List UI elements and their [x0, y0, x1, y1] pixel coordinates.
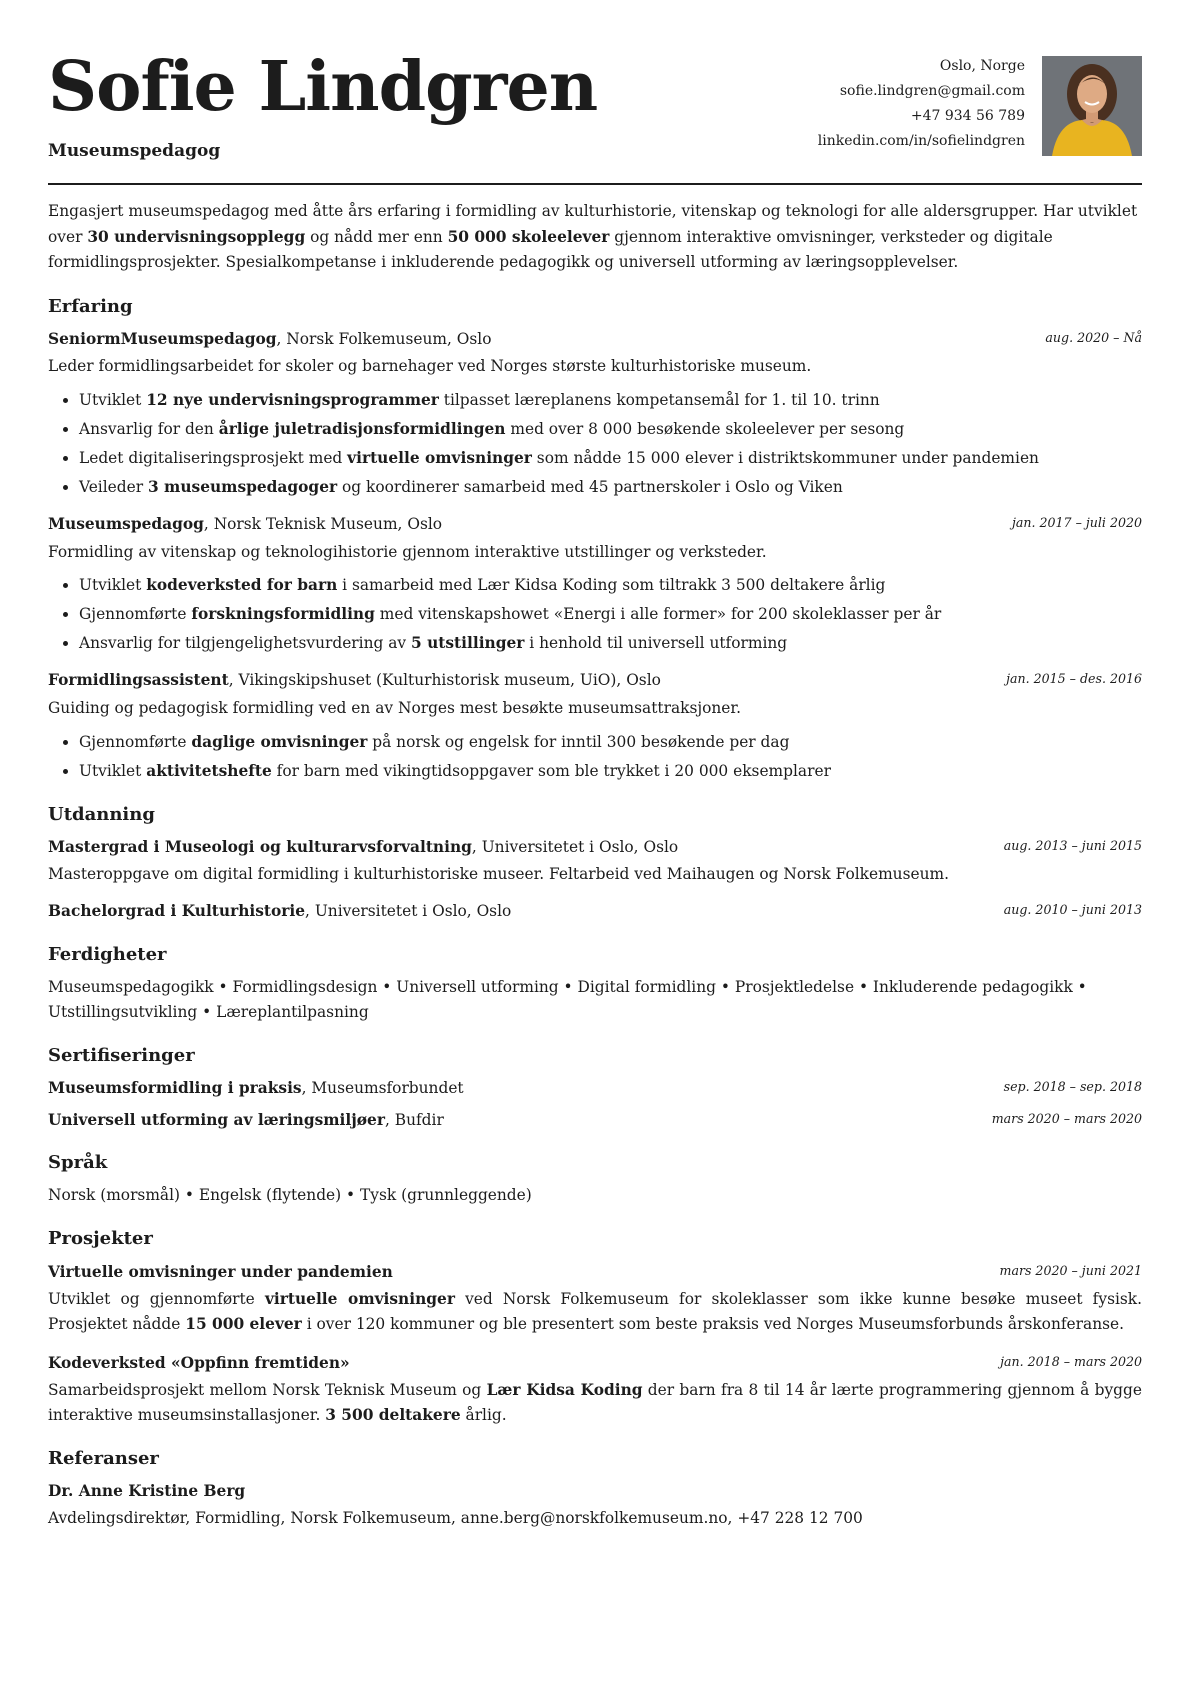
- section-title-experience: Erfaring: [48, 295, 133, 317]
- certification-entry: [48, 1108, 1142, 1133]
- bullet-item: • Utviklet 12 nye undervisningsprogrammer tilpasset læreplanens kompetansemål for 1. til 10. trinn: [79, 388, 1142, 413]
- profile-photo-image: [1042, 56, 1142, 156]
- section-title-certifications: Sertifiseringer: [48, 1044, 195, 1066]
- section-title-projects: Prosjekter: [48, 1228, 153, 1250]
- certifications-section: [48, 1043, 1142, 1132]
- job-date: aug. 2020 – Nå: [1045, 329, 1142, 345]
- job-bullets: [48, 573, 1142, 656]
- project-date: jan. 2018 – mars 2020: [1000, 1353, 1142, 1369]
- project-header: [48, 1260, 1142, 1285]
- contact-linkedin[interactable]: linkedin.com/in/sofielindgren: [817, 133, 1025, 149]
- languages-list: Norsk (morsmål) • Engelsk (flytende) • Tysk (grunnleggende): [48, 1186, 532, 1205]
- job-description: Leder formidlingsarbeidet for skoler og barnehager ved Norges største kulturhistoriske museum.: [48, 357, 812, 376]
- education-section: [48, 802, 1142, 924]
- job-bullets: [48, 388, 1142, 500]
- resume-header: [48, 0, 1142, 185]
- references-section: [48, 1446, 1142, 1531]
- certification-header: [48, 1108, 1142, 1133]
- bullet-item: • Gjennomførte forskningsformidling med vitenskapshowet «Energi i alle former» for 200 skoleklasser per år: [79, 602, 1142, 627]
- education-entry: [48, 899, 1142, 924]
- reference-name: Dr. Anne Kristine Berg: [48, 1481, 246, 1500]
- section-title-skills: Ferdigheter: [48, 943, 167, 965]
- education-date: aug. 2013 – juni 2015: [1003, 837, 1142, 853]
- job-role: Formidlingsassistent: [48, 671, 229, 690]
- contact-phone[interactable]: +47 934 56 789: [910, 108, 1025, 124]
- project-header: [48, 1351, 1142, 1376]
- job-date: jan. 2015 – des. 2016: [1006, 671, 1142, 687]
- job-date: jan. 2017 – juli 2020: [1011, 514, 1142, 530]
- certification-name: Universell utforming av læringsmiljøer: [48, 1110, 385, 1129]
- certification-issuer: , Museumsforbundet: [301, 1079, 464, 1098]
- reference-details: Avdelingsdirektør, Formidling, Norsk Folkemuseum, anne.berg@norskfolkemuseum.no, +47 228 12 700: [48, 1509, 863, 1528]
- project-name: Kodeverksted «Oppfinn fremtiden»: [48, 1353, 350, 1372]
- education-header: [48, 835, 1142, 860]
- languages-section: [48, 1150, 1142, 1208]
- contact-location: Oslo, Norge: [939, 58, 1025, 74]
- job-bullets: [48, 730, 1142, 784]
- candidate-headline: Museumspedagog: [48, 141, 221, 161]
- job-org: , Norsk Folkemuseum, Oslo: [276, 329, 492, 348]
- experience-section: [48, 294, 1142, 784]
- job-entry: [48, 327, 1142, 500]
- job-entry: [48, 512, 1142, 656]
- section-title-references: Referanser: [48, 1447, 159, 1469]
- summary-text: og nådd mer enn: [305, 227, 448, 246]
- projects-section: [48, 1226, 1142, 1427]
- bullet-item: • Veileder 3 museumspedagoger og koordinerer samarbeid med 45 partnerskoler i Oslo og Viken: [79, 475, 1142, 500]
- job-role: SeniormMuseumspedagog: [48, 329, 277, 348]
- project-entry: [48, 1260, 1142, 1337]
- certification-header: [48, 1076, 1142, 1101]
- job-role: Museumspedagog: [48, 514, 204, 533]
- job-header: [48, 327, 1142, 352]
- summary-text: Engasjert museumspedagog med åtte års erfaring i formidling av kulturhistorie, vitenskap og teknologi for alle aldersgrupper. Har utviklet over: [48, 202, 1138, 246]
- bullet-item: • Ansvarlig for tilgjengelighetsvurdering av 5 utstillinger i henhold til universell utforming: [79, 631, 1142, 656]
- project-description: Utviklet og gjennomførte virtuelle omvisninger ved Norsk Folkemuseum for skoleklasser som ikke kunne besøke museet fysisk. Prosjektet nådde 15 000 elever i over 120 kommuner og ble presentert som beste praksis ved Norges Museumsforbunds årskonferanse.: [48, 1290, 1143, 1333]
- contact-block: [818, 54, 1025, 154]
- section-title-languages: Språk: [48, 1152, 108, 1174]
- job-header: [48, 512, 1142, 537]
- profile-photo: [1042, 56, 1142, 156]
- job-description: Formidling av vitenskap og teknologihistorie gjennom interaktive utstillinger og verksteder.: [48, 542, 767, 561]
- education-degree: Bachelorgrad i Kulturhistorie: [48, 902, 306, 920]
- certification-name: Museumsformidling i praksis: [48, 1079, 302, 1098]
- certification-entry: [48, 1076, 1142, 1101]
- bullet-item: • Ledet digitaliseringsprosjekt med virtuelle omvisninger som nådde 15 000 elever i distriktskommuner under pandemien: [79, 446, 1142, 471]
- job-entry: [48, 668, 1142, 783]
- bullet-item: • Utviklet kodeverksted for barn i samarbeid med Lær Kidsa Koding som tiltrakk 3 500 deltakere årlig: [79, 573, 1142, 598]
- education-header: [48, 899, 1142, 924]
- certification-issuer: , Bufdir: [384, 1110, 444, 1129]
- reference-entry: [48, 1479, 1142, 1531]
- skills-list: Museumspedagogikk • Formidlingsdesign • Universell utforming • Digital formidling • Prosjektledelse • Inkluderende pedagogikk • Utstillingsutvikling • Læreplantilpasning: [48, 977, 1087, 1021]
- project-description: Samarbeidsprosjekt mellom Norsk Teknisk Museum og Lær Kidsa Koding der barn fra 8 til 14 år lærte programmering gjennom å bygge interaktive museumsinstallasjoner. 3 500 deltakere årlig.: [48, 1381, 1142, 1424]
- education-school: , Universitetet i Oslo, Oslo: [471, 837, 679, 856]
- bullet-item: • Ansvarlig for den årlige juletradisjonsformidlingen med over 8 000 besøkende skoleelever per sesong: [79, 417, 1142, 442]
- candidate-name: Sofie Lindgren: [48, 47, 598, 127]
- project-date: mars 2020 – juni 2021: [999, 1262, 1142, 1278]
- certification-date: mars 2020 – mars 2020: [991, 1110, 1142, 1126]
- profile-summary: [48, 199, 1142, 276]
- job-org: , Norsk Teknisk Museum, Oslo: [203, 514, 443, 533]
- education-entry: [48, 835, 1142, 887]
- education-date: aug. 2010 – juni 2013: [1003, 902, 1142, 917]
- education-description: Masteroppgave om digital formidling i kulturhistoriske museer. Feltarbeid ved Maihaugen og Norsk Folkemuseum.: [48, 865, 949, 884]
- summary-highlight: 50 000 skoleelever: [447, 227, 610, 246]
- job-header: [48, 668, 1142, 693]
- education-degree: Mastergrad i Museologi og kulturarvsforvaltning: [48, 837, 472, 856]
- job-description: Guiding og pedagogisk formidling ved en av Norges mest besøkte museumsattraksjoner.: [48, 698, 741, 717]
- education-school: , Universitetet i Oslo, Oslo: [305, 902, 512, 920]
- job-org: , Vikingskipshuset (Kulturhistorisk museum, UiO), Oslo: [228, 671, 661, 690]
- bullet-item: • Gjennomførte daglige omvisninger på norsk og engelsk for inntil 300 besøkende per dag: [79, 730, 1142, 755]
- section-title-education: Utdanning: [48, 803, 155, 825]
- summary-highlight: 30 undervisningsopplegg: [87, 227, 306, 246]
- project-name: Virtuelle omvisninger under pandemien: [48, 1262, 393, 1281]
- bullet-item: • Utviklet aktivitetshefte for barn med vikingtidsoppgaver som ble trykket i 20 000 eksemplarer: [79, 759, 1142, 784]
- certification-date: sep. 2018 – sep. 2018: [1003, 1079, 1142, 1095]
- contact-email[interactable]: sofie.lindgren@gmail.com: [839, 83, 1025, 99]
- project-entry: [48, 1351, 1142, 1428]
- skills-section: [48, 942, 1142, 1025]
- summary-text: gjennom interaktive omvisninger, verksteder og digitale formidlingsprosjekter. Spesialkompetanse i inkluderende pedagogikk og universell utforming av læringsopplevelser.: [48, 227, 1053, 271]
